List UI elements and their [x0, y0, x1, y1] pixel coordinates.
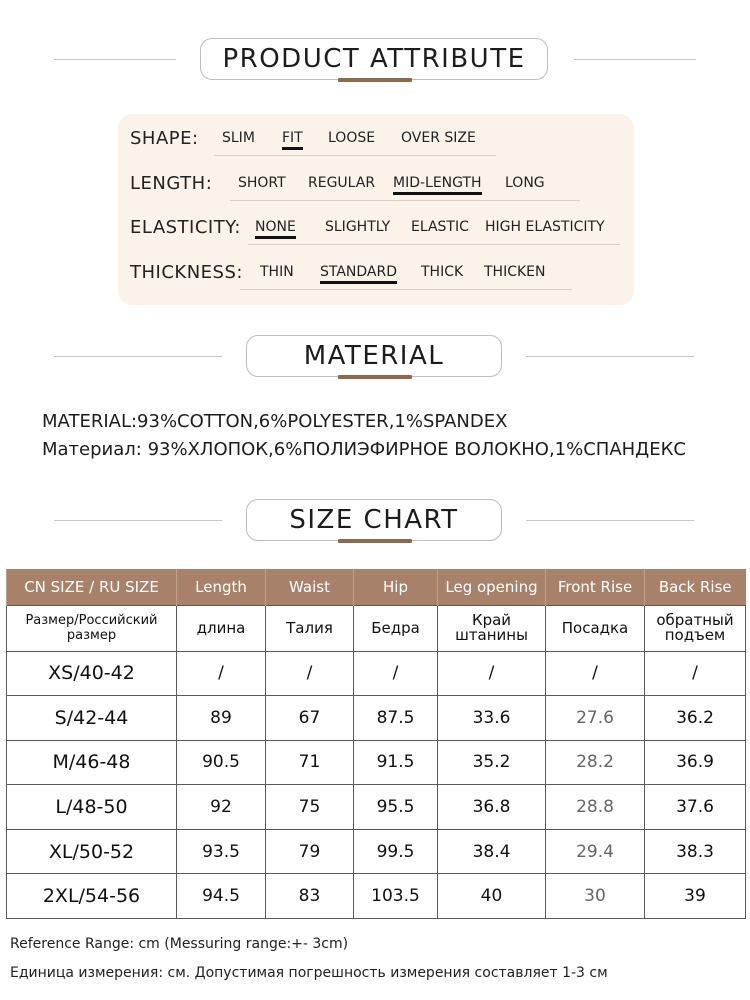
column-header-ru: длина: [177, 605, 266, 651]
table-cell: 87.5: [354, 696, 438, 741]
attr-label-elasticity: ELASTICITY:: [130, 217, 241, 238]
attr-row-elasticity: [118, 215, 634, 245]
size-cell: 2XL/54-56: [7, 874, 177, 919]
title-underline: [338, 539, 412, 543]
table-row: [7, 829, 746, 874]
attr-label-length: LENGTH:: [130, 173, 213, 194]
reference-note-en: Reference Range: cm (Messuring range:+- 3cm): [10, 936, 349, 952]
table-cell: 90.5: [177, 740, 266, 785]
header-line-right: [526, 356, 694, 357]
attr-rule: [248, 244, 620, 245]
size-cell: M/46-48: [7, 740, 177, 785]
column-header-ru: Бедра: [354, 605, 438, 651]
table-cell: 37.6: [645, 785, 746, 830]
table-cell: 38.4: [438, 829, 546, 874]
attr-option: SHORT: [238, 175, 286, 191]
header-line-right: [526, 520, 694, 521]
attr-rule: [214, 155, 496, 156]
table-cell: 93.5: [177, 829, 266, 874]
attr-rule: [240, 289, 572, 290]
attr-option: SLIM: [222, 130, 255, 146]
column-header-ru: Край штанины: [438, 605, 546, 651]
column-header: CN SIZE / RU SIZE: [7, 569, 177, 605]
column-header-ru: Посадка: [546, 605, 645, 651]
table-row: [7, 740, 746, 785]
table-cell: /: [266, 651, 354, 696]
column-header: Back Rise: [645, 569, 746, 605]
table-cell: 67: [266, 696, 354, 741]
attr-option: REGULAR: [308, 175, 376, 191]
table-header-ru-row: [7, 605, 746, 651]
column-header: Waist: [266, 569, 354, 605]
product-attribute-header: [0, 38, 750, 82]
table-row: [7, 651, 746, 696]
material-title: MATERIAL: [246, 335, 502, 377]
table-header-row: [7, 569, 746, 605]
header-line-right: [574, 59, 696, 60]
material-text-ru: Материал: 93%ХЛОПОК,6%ПОЛИЭФИРНОЕ ВОЛОКНО,1%СПАНДЕКС: [42, 439, 686, 460]
table-cell: /: [645, 651, 746, 696]
column-header-ru: обратный подъем: [645, 605, 746, 651]
attr-label-shape: SHAPE:: [130, 128, 199, 149]
attr-option: LONG: [505, 175, 545, 191]
table-cell: 95.5: [354, 785, 438, 830]
attr-option: THIN: [260, 264, 294, 280]
table-cell: 75: [266, 785, 354, 830]
title-underline: [338, 375, 412, 379]
attr-label-thickness: THICKNESS:: [130, 262, 243, 283]
header-line-left: [54, 520, 222, 521]
table-row: [7, 874, 746, 919]
size-chart-title: SIZE CHART: [246, 499, 502, 541]
table-row: [7, 696, 746, 741]
table-cell: 39: [645, 874, 746, 919]
table-cell: 28.2: [546, 740, 645, 785]
table-cell: 33.6: [438, 696, 546, 741]
attribute-box: [118, 114, 634, 305]
table-cell: 79: [266, 829, 354, 874]
table-cell: 27.6: [546, 696, 645, 741]
attr-option: OVER SIZE: [401, 130, 476, 146]
attr-row-thickness: [118, 260, 634, 290]
table-cell: 40: [438, 874, 546, 919]
column-header: Length: [177, 569, 266, 605]
table-cell: 91.5: [354, 740, 438, 785]
table-cell: 103.5: [354, 874, 438, 919]
attr-option: LOOSE: [328, 130, 376, 146]
size-cell: L/48-50: [7, 785, 177, 830]
reference-note-ru: Единица измерения: см. Допустимая погрешность измерения составляет 1-3 см: [10, 965, 608, 981]
table-cell: 36.8: [438, 785, 546, 830]
material-text-en: MATERIAL:93%COTTON,6%POLYESTER,1%SPANDEX: [42, 411, 508, 432]
attr-option-selected: STANDARD: [320, 264, 398, 280]
column-header: Front Rise: [546, 569, 645, 605]
attr-row-length: [118, 171, 634, 201]
table-cell: /: [177, 651, 266, 696]
table-cell: 30: [546, 874, 645, 919]
header-line-left: [54, 59, 176, 60]
size-cell: XS/40-42: [7, 651, 177, 696]
attr-rule: [230, 200, 580, 201]
size-chart-table: [6, 569, 746, 919]
column-header-ru: Размер/Российский размер: [7, 605, 177, 651]
table-cell: 83: [266, 874, 354, 919]
size-cell: S/42-44: [7, 696, 177, 741]
attr-row-shape: [118, 126, 634, 156]
table-cell: 38.3: [645, 829, 746, 874]
attr-option-selected: FIT: [282, 130, 303, 146]
attr-option: ELASTIC: [411, 219, 469, 235]
size-chart-header: [0, 499, 750, 543]
size-cell: XL/50-52: [7, 829, 177, 874]
table-cell: 36.9: [645, 740, 746, 785]
product-attribute-title: PRODUCT ATTRIBUTE: [200, 38, 548, 80]
attr-option: HIGH ELASTICITY: [485, 219, 605, 235]
column-header: Leg opening: [438, 569, 546, 605]
table-cell: 28.8: [546, 785, 645, 830]
material-header: [0, 335, 750, 379]
table-cell: 94.5: [177, 874, 266, 919]
table-cell: 71: [266, 740, 354, 785]
table-cell: 89: [177, 696, 266, 741]
attr-option: THICK: [421, 264, 464, 280]
table-cell: /: [354, 651, 438, 696]
table-cell: /: [546, 651, 645, 696]
table-row: [7, 785, 746, 830]
attr-option-selected: MID-LENGTH: [393, 175, 482, 191]
attr-option: SLIGHTLY: [325, 219, 391, 235]
table-cell: 92: [177, 785, 266, 830]
header-line-left: [54, 356, 222, 357]
attr-option: THICKEN: [484, 264, 546, 280]
table-cell: 36.2: [645, 696, 746, 741]
table-cell: 29.4: [546, 829, 645, 874]
table-cell: 35.2: [438, 740, 546, 785]
table-cell: 99.5: [354, 829, 438, 874]
column-header: Hip: [354, 569, 438, 605]
table-cell: /: [438, 651, 546, 696]
column-header-ru: Талия: [266, 605, 354, 651]
attr-option-selected: NONE: [255, 219, 296, 235]
title-underline: [338, 78, 412, 82]
